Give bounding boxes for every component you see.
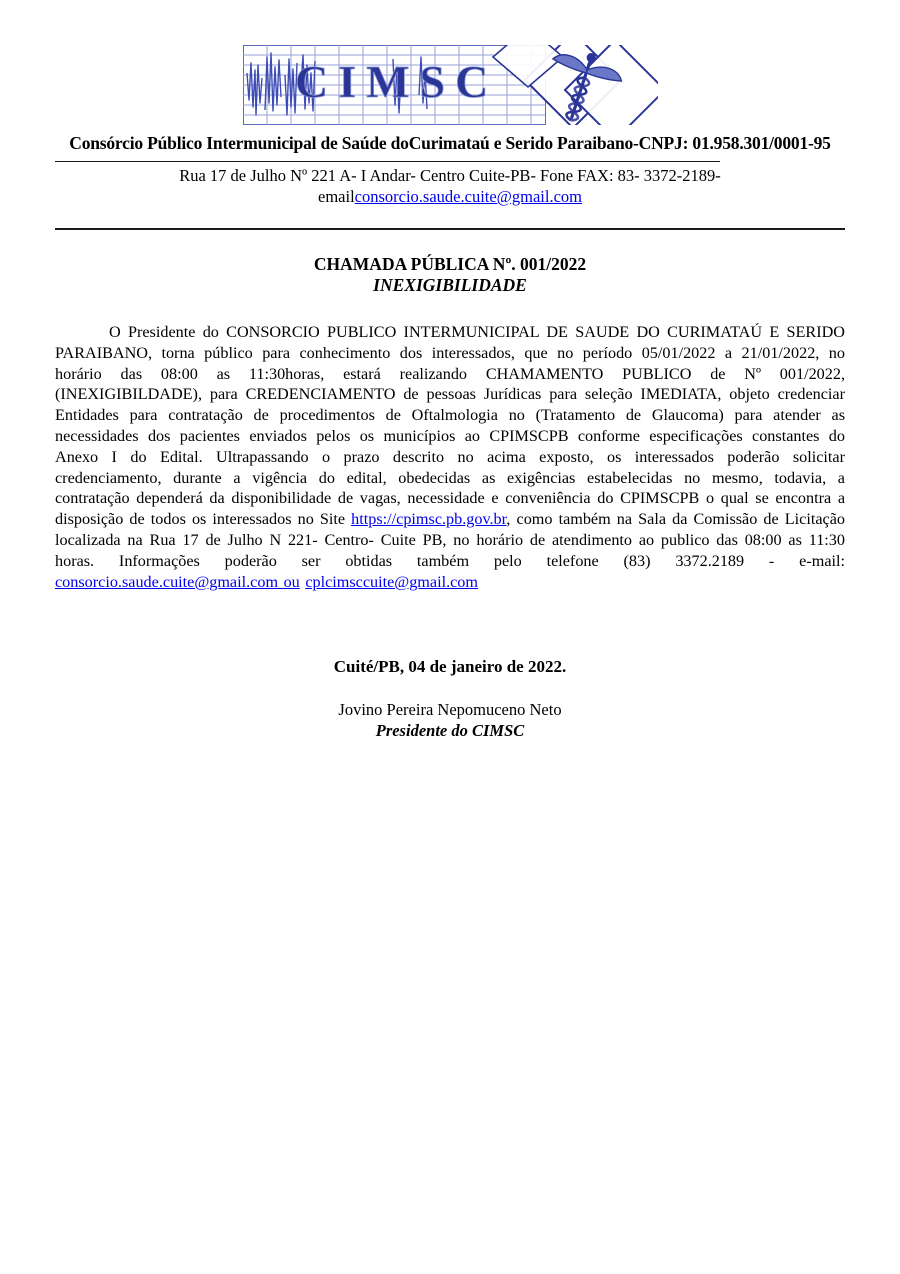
org-name-line: Consórcio Público Intermunicipal de Saúde doCurimataú e Serido Paraibano-CNPJ: 01.958.301/0001-95 (69, 133, 831, 153)
date-line: Cuité/PB, 04 de janeiro de 2022. (333, 657, 567, 677)
header-divider-short (55, 161, 720, 162)
body-paragraph (55, 322, 845, 592)
logo-acronym: CIMSC (294, 56, 498, 107)
document-title: CHAMADA PÚBLICA Nº. 001/2022 (313, 254, 587, 274)
header-email-link[interactable]: consorcio.saude.cuite@gmail.com (354, 187, 582, 206)
cimsc-logo-svg (243, 45, 658, 125)
inline-link[interactable]: cplcimsccuite@gmail.com (305, 572, 478, 591)
email-line (55, 186, 845, 207)
inline-link[interactable]: consorcio.saude.cuite@gmail.com ou (55, 572, 300, 591)
document-subtitle: INEXIGIBILIDADE (373, 275, 527, 295)
address-line: Rua 17 de Julho Nº 221 A- I Andar- Centro Cuite-PB- Fone FAX: 83- 3372-2189- (179, 166, 721, 185)
body-text: , como também na Sala da Comissão de Licitação localizada na Rua 17 de Julho N 221- Centro- Cuite PB, no horário de atendimento ao publico das 08:00 as 11:30 horas. Informações poderão ser obtidas também pelo telefone (83) 3372.2189 - e-mail: (55, 510, 845, 570)
body-text: O Presidente do CONSORCIO PUBLICO INTERMUNICIPAL DE SAUDE DO CURIMATAÚ E SERIDO PARAIBANO, torna público para conhecimento dos interessados, que no período 05/01/2022 a 21/01/2022, no horário das 08:00 as 11:30horas, estará realizando CHAMAMENTO PUBLICO de Nº 001/2022, (INEXIGIBILDADE), para CREDENCIAMENTO de pessoas Jurídicas para seleção IMEDIATA, objeto credenciar Entidades para contratação de procedimentos de Oftalmologia no (Tratamento de Glaucoma) para atender as necessidades dos pacientes enviados pelos os municípios ao CPIMSCPB conforme especificações constantes do Anexo I do Edital. Ultrapassando o prazo descrito no acima exposto, os interessados poderão solicitar credenciamento, durante a vigência do edital, obedecidas as exigências estabelecidas no mesmo, todavia, a contratação dependerá da disponibilidade de vagas, necessidade e conveniência do CPIMSCPB o qual se encontra a disposição de todos os interessados no Site (55, 323, 845, 529)
header-divider-full (55, 228, 845, 230)
email-prefix: email (318, 187, 355, 206)
cimsc-logo (243, 45, 658, 125)
signer-role: Presidente do CIMSC (375, 721, 525, 741)
document-page (55, 0, 845, 741)
title-block (55, 254, 845, 296)
signer-name: Jovino Pereira Nepomuceno Neto (338, 700, 562, 720)
inline-link[interactable]: https://cpimsc.pb.gov.br (351, 510, 507, 529)
